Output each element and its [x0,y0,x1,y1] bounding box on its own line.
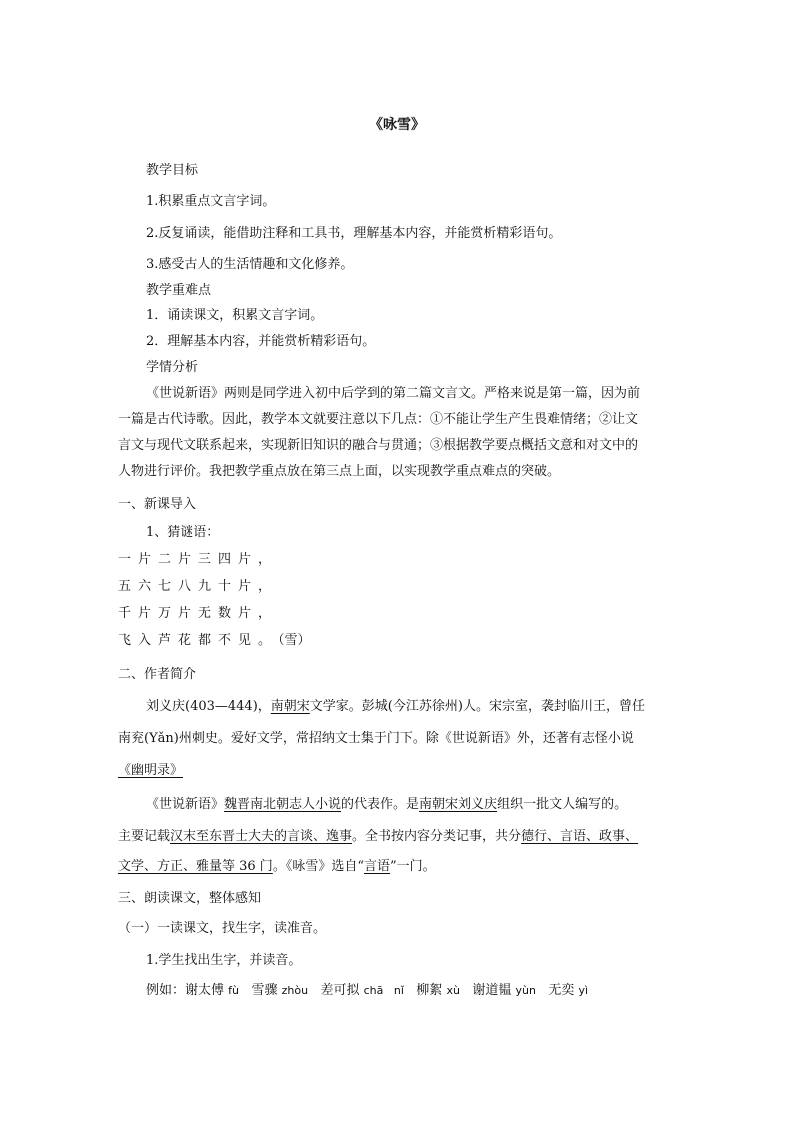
analysis-line: 人物进行评价。我把教学重点放在第三点上面，以实现教学重点难点的突破。 [118,464,561,479]
example-word: 柳絮 [416,983,443,998]
objective-item: 3.感受古人的生活情趣和文化修养。 [146,257,354,272]
example-pinyin: fù [228,984,240,997]
book-text: 主要记载 [118,829,171,844]
example-word: 雪骤 [251,983,278,998]
example-line [146,982,588,1000]
example-label: 例如： [146,983,186,998]
book-category-yanyu: 言语 [363,859,390,874]
analysis-line: 言文与现代文联系起来，实现新旧知识的融合与贯通；③根据教学要点概括文意和对文中的 [118,438,639,453]
book-text: 《世说新语》 [146,797,225,812]
objective-item: 2.反复诵读，能借助注释和工具书，理解基本内容，并能赏析精彩语句。 [146,226,562,241]
book-text: 。《咏雪》选自“ [272,859,364,874]
section-heading: 三、朗读课文，整体感知 [118,891,262,906]
example-word: 谢太傅 [185,983,225,998]
example-pinyin: xù [446,984,460,997]
example-word: 无奕 [548,983,575,998]
riddle-line: 一片二片三四片， [118,552,279,567]
section-heading: 二、作者简介 [118,667,197,682]
book-para-line [146,796,627,814]
section-heading: 一、新课导入 [118,497,197,512]
book-genre: 魏晋南北朝志人小说 [224,797,342,812]
book-content: 汉末至东晋士大夫的言谈、逸事 [170,829,353,844]
book-categories: 文学、方正、雅量等 36 门 [118,859,273,874]
riddle-label: 1、猜谜语： [146,525,220,540]
keypoints-heading: 教学重难点 [146,283,212,298]
book-text: 组织一批文人编写的。 [497,797,628,812]
author-text: 刘义庆(403—444)， [146,699,271,714]
book-para-line [118,858,436,876]
example-pinyin: yùn [515,984,536,997]
book-text: 。全书按内容分类记事，共分 [352,829,522,844]
example-word: 谢道韫 [472,983,512,998]
analysis-line: 《世说新语》两则是同学进入初中后学到的第二篇文言文。严格来说是第一篇，因为前 [146,386,641,401]
objective-item: 1.积累重点文言字词。 [146,194,276,209]
example-word: 差可拟 [320,983,360,998]
analysis-heading: 学情分析 [146,360,199,375]
analysis-line: 一篇是古代诗歌。因此，教学本文就要注意以下几点：①不能让学生产生畏难情绪；②让文 [118,412,639,427]
objectives-heading: 教学目标 [146,163,199,178]
subsection-heading: （一）一读课文，找生字，读准音。 [118,921,327,936]
step-text: 1.学生找出生字，并读音。 [146,953,302,968]
example-pinyin: yì [578,984,589,997]
example-pinyin: zhòu [281,984,309,997]
book-text: 的代表作。是 [341,797,420,812]
author-dynasty: 南朝宋 [270,699,310,714]
book-text: ”一门。 [389,859,436,874]
riddle-line: 千片万片无数片， [118,606,279,621]
riddle-line-last [118,632,311,650]
riddle-line: 五六七八九十片， [118,579,279,594]
example-pinyin: chā nǐ [363,984,404,997]
book-categories: 德行、言语、政事、 [521,829,639,844]
author-para-line [146,698,645,716]
riddle-text: 飞入芦花都不见。 [118,633,279,648]
document-title: 《咏雪》 [369,117,425,133]
riddle-answer: （雪） [278,633,311,648]
author-para-line: 南兖(Yǎn)州刺史。爱好文学，常招纳文士集于门下。除《世说新语》外，还著有志怪小说 [118,731,634,746]
keypoint-item: 1．诵读课文，积累文言字词。 [146,308,324,323]
book-title-link: 《幽明录》 [118,763,184,778]
book-para-line [118,828,638,846]
book-author: 南朝宋刘义庆 [419,797,498,812]
keypoint-item: 2．理解基本内容，并能赏析精彩语句。 [146,334,376,349]
author-text: 文学家。彭城(今江苏徐州)人。宋宗室，袭封临川王，曾任 [309,699,645,714]
